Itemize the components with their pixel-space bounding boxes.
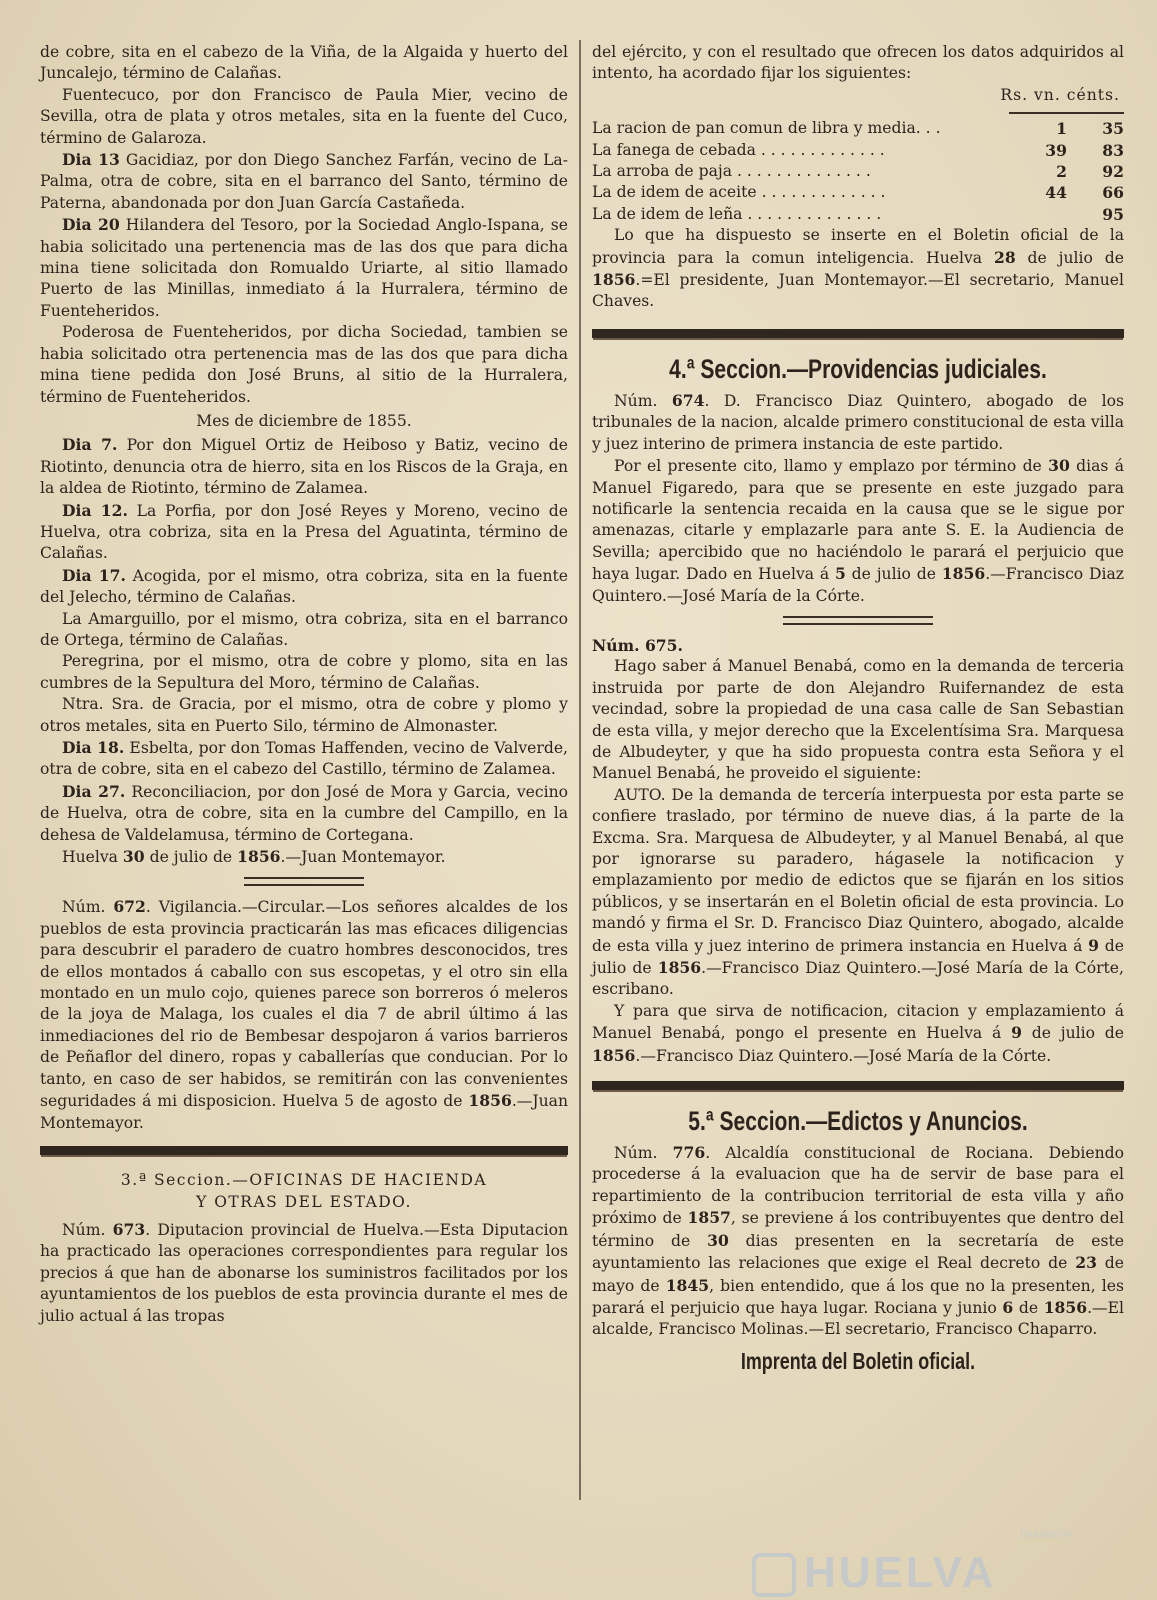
mine-entry: de cobre, sita en el cabezo de la Viña, de la Algaida y huerto del Juncalejo, término de Calañas. <box>40 43 568 83</box>
notice-674-body: Por el presente cito, llamo y emplazo por término de 30 dias á Manuel Figaredo, para que se presente en este juzgado para notificarle la sentencia recaida en la causa que se le sigue por amenazas, citarle y emplazarle para ante S. E. la Audiencia de Sevilla; apercibido que no haciéndolo le parará el perjuicio que haya lugar. Dado en Huelva á 5 de julio de 1856.—Francisco Diaz Quintero.—José María de la Córte. <box>592 456 1125 605</box>
mine-entry <box>40 565 568 609</box>
watermark-badge-icon <box>752 1553 796 1597</box>
entry-text: Por don Miguel Ortiz de Heiboso y Batiz, vecino de Riotinto, denuncia otra de hierro, sita en los Riscos de la Graja, en la aldea de Riotinto, término de Zalamea. <box>40 436 568 498</box>
price-row <box>592 161 1124 182</box>
entry-day: Dia 18. <box>62 738 125 757</box>
entry-day: Dia 13 <box>62 150 120 170</box>
price-table <box>592 118 1124 225</box>
price-reales <box>1022 204 1067 225</box>
price-row <box>592 182 1124 203</box>
price-item-label: La arroba de paja . . . . . . . . . . . . . . <box>592 162 871 181</box>
entry-text: Reconciliacion, por don José de Mora y Garcia, vecino de Huelva, otra de cobre, sita en la cumbre del Campillo, en la dehesa de Valdelamusa, término de Cortegana. <box>40 782 569 844</box>
section-5-heading: 5.ª Seccion.—Edictos y Anuncios. <box>688 1106 1028 1137</box>
entry-text: Esbelta, por don Tomas Haffenden, vecino de Valverde, otra de cobre, sita en el cabezo del Castillo, término de Zalamea. <box>40 739 569 779</box>
notice-675-number: Núm. 675. <box>592 635 683 655</box>
notice-673-closing: Lo que ha dispuesto se inserte en el Boletin oficial de la provincia para la comun inteligencia. Huelva 28 de julio de 1856.=El presidente, Juan Montemayor.—El secretario, Manuel Chaves. <box>592 226 1124 311</box>
price-row <box>592 204 1124 225</box>
price-reales: 44 <box>1045 183 1067 203</box>
entry-day: Dia 12. <box>62 500 128 520</box>
mine-entry <box>40 500 568 565</box>
section-rule <box>592 1081 1124 1090</box>
huelva-watermark: HUELVA <box>752 1548 1092 1598</box>
notice-675-auto: AUTO. De la demanda de tercería interpuesta por esta parte se confiere traslado, por término de nueve dias, á la parte de la Excma. Sra. Marquesa de Albudeyter, y al Manuel Benabá, al que por ignorarse su paradero, hágasele la notificacion y emplazamiento por medio de edictos que se fijarán en los sitios públicos, y se insertarán en el Boletin oficial de esta provincia. Lo mandó y firma el Sr. D. Francisco Diaz Quintero, abogado, alcalde de esta villa y juez interino de primera instancia en Huelva á 9 de julio de 1856.—Francisco Diaz Quintero.—José María de la Córte, escribano. <box>592 785 1124 999</box>
mine-entry <box>40 434 568 499</box>
notice-672: Núm. 672. Vigilancia.—Circular.—Los señores alcaldes de los pueblos de esta provincia practicarán las mas eficaces diligencias para descubrir el paradero de cuatro hombres desconocidos, tres de ellos montados á caballo con sus escopetas, y el otro sin ella montado en un mulo cojo, quienes parece son borreros ó meleros de la joya de Malaga, los cuales el dia 7 de abril último á las inmediaciones del rio de Bembesar despojaron á varios barrieros de Peñaflor del dinero, ropas y caballerías que conducian. Por lo tanto, en caso de ser habidos, se remitirán con las convenientes seguridades á mi disposicion. Huelva 5 de agosto de 1856.—Juan Montemayor. <box>40 897 568 1132</box>
mine-entry: Peregrina, por el mismo, otra de cobre y plomo, sita en las cumbres de la Sepultura del Moro, término de Calañas. <box>40 652 568 692</box>
entry-text: Acogida, por el mismo, otra cobriza, sita en la fuente del Jelecho, término de Calañas. <box>40 566 569 607</box>
price-centimos: 83 <box>1102 140 1124 160</box>
price-centimos: 95 <box>1102 204 1124 224</box>
price-centimos: 92 <box>1102 162 1124 182</box>
column-divider <box>579 40 581 1500</box>
section-rule <box>40 1146 568 1155</box>
mine-entry: Fuentecuco, por don Francisco de Paula Mier, vecino de Sevilla, otra de plata y otros metales, sita en la fuente del Cuco, término de Galaroza. <box>40 85 568 147</box>
entry-day: Dia 7. <box>62 435 118 455</box>
price-reales: 39 <box>1045 140 1067 160</box>
notice-674: Núm. 674. D. Francisco Diaz Quintero, abogado de los tribunales de la nacion, alcalde primero constitucional de esta villa y juez interino de primera instancia de este partido. <box>592 390 1125 453</box>
month-heading: Mes de diciembre de 1855. <box>196 411 412 430</box>
mine-entry: Poderosa de Fuenteheridos, por dicha Sociedad, tambien se habia solicitado otra pertenencia mas de las dos que para dicha mina tiene pedida don José Bruns, al sitio de la Hurralera, término de Fuenteheridos. <box>40 323 568 406</box>
price-centimos: 35 <box>1102 119 1124 139</box>
mine-entry: La Amarguillo, por el mismo, otra cobriza, sita en el barranco de Ortega, término de Calañas. <box>40 609 568 649</box>
printer-imprint: Imprenta del Boletin oficial. <box>740 1347 976 1374</box>
short-rule <box>783 616 933 625</box>
price-table-header: Rs. vn. cénts. <box>1000 85 1120 104</box>
notice-675-closing: Y para que sirva de notificacion, citacion y emplazamiento á Manuel Benabá, pongo el presente en Huelva á 9 de julio de 1856.—Francisco Diaz Quintero.—José María de la Córte. <box>592 1001 1124 1065</box>
mine-entry <box>40 214 568 322</box>
entry-text: Gacidiaz, por don Diego Sanchez Farfán, vecino de La-Palma, otra de cobre, sita en el barranco del Santo, término de Paterna, abandonada por don Juan García Castañeda. <box>40 151 568 212</box>
entry-text: Hilandera del Tesoro, por la Sociedad Anglo-Ispana, se habia solicitado una pertenencia mas de las dos que para dicha mina tiene solicitada don Romualdo Uriarte, al sitio llamado Puerto de las Minillas, inmediato á la Hurralera, término de Fuenteheridos. <box>40 216 569 320</box>
section-3-heading: 3.ª Seccion.—OFICINAS DE HACIENDA Y OTRAS DEL ESTADO. <box>120 1170 488 1211</box>
notice-776: Núm. 776. Alcaldía constitucional de Rociana. Debiendo procederse á la evaluacion que ha de servir de base para el repartimiento de la contribucion territorial de esta villa y año próximo de 1857, se previene á los contribuyentes que dentro del término de 30 dias presenten en la secretaría de este ayuntamiento las relaciones que exige el Real decreto de 23 de mayo de 1845, bien entendido, que á los que no la presenten, les parará el perjuicio que haya lugar. Rociana y junio 6 de 1856.—El alcalde, Francisco Molinas.—El secretario, Francisco Chaparro. <box>592 1143 1125 1339</box>
price-item-label: La racion de pan comun de libra y media. . . <box>592 119 941 138</box>
price-item-label: La de idem de leña . . . . . . . . . . . . . . <box>592 204 882 223</box>
price-item-label: La fanega de cebada . . . . . . . . . . . . . <box>592 140 885 159</box>
right-column <box>592 42 1124 1372</box>
price-item-label: La de idem de aceite . . . . . . . . . . . . . <box>592 183 886 202</box>
price-centimos: 66 <box>1102 183 1124 203</box>
price-reales: 2 <box>1056 162 1067 182</box>
mine-entry <box>40 781 568 846</box>
notice-673: Núm. 673. Diputacion provincial de Huelva.—Esta Diputacion ha practicado las operaciones correspondientes para regular los precios á que han de abonarse los suministros facilitados por los ayuntamientos de los pueblos de esta provincia durante el mes de julio actual á las tropas <box>40 1219 568 1325</box>
notice-673-cont: del ejército, y con el resultado que ofrecen los datos adquiridos al intento, ha acordado fijar los siguientes: <box>592 43 1124 83</box>
mine-entry <box>40 149 568 214</box>
left-column <box>40 42 568 1327</box>
section-rule <box>592 329 1124 338</box>
short-rule <box>244 877 364 886</box>
entry-text: La Porfia, por don José Reyes y Moreno, vecino de Huelva, otra cobriza, sita en la Presa del Aguatinta, término de Calañas. <box>40 501 568 563</box>
price-row <box>592 118 1124 139</box>
price-rule <box>1009 112 1124 114</box>
entry-day: Dia 20 <box>62 215 120 235</box>
price-row <box>592 140 1124 161</box>
mine-entry <box>40 737 568 781</box>
mine-entry: Ntra. Sra. de Gracia, por el mismo, otra de cobre y plomo y otros metales, sita en Puerto Silo, término de Almonaster. <box>40 695 568 735</box>
signature-line: Huelva 30 de julio de 1856.—Juan Montemayor. <box>62 847 446 867</box>
price-reales: 1 <box>1056 119 1067 139</box>
notice-675-body: Hago saber á Manuel Benabá, como en la demanda de terceria instruida por parte de don Alejandro Ruifernandez de esta vecindad, sobre la propiedad de una casa calle de San Sebastian de esta villa, y mejor derecho que la Excelentísima Sra. Marquesa de Albudeyter, y que ha sido propuesta contra esta Señora y el Manuel Benabá, he proveido el siguiente: <box>592 657 1124 783</box>
section-4-heading: 4.ª Seccion.—Providencias judiciales. <box>669 353 1047 384</box>
entry-day: Dia 17. <box>62 565 126 585</box>
entry-day: Dia 27. <box>62 781 126 801</box>
watermark-label: Diputación <box>1020 1528 1072 1540</box>
